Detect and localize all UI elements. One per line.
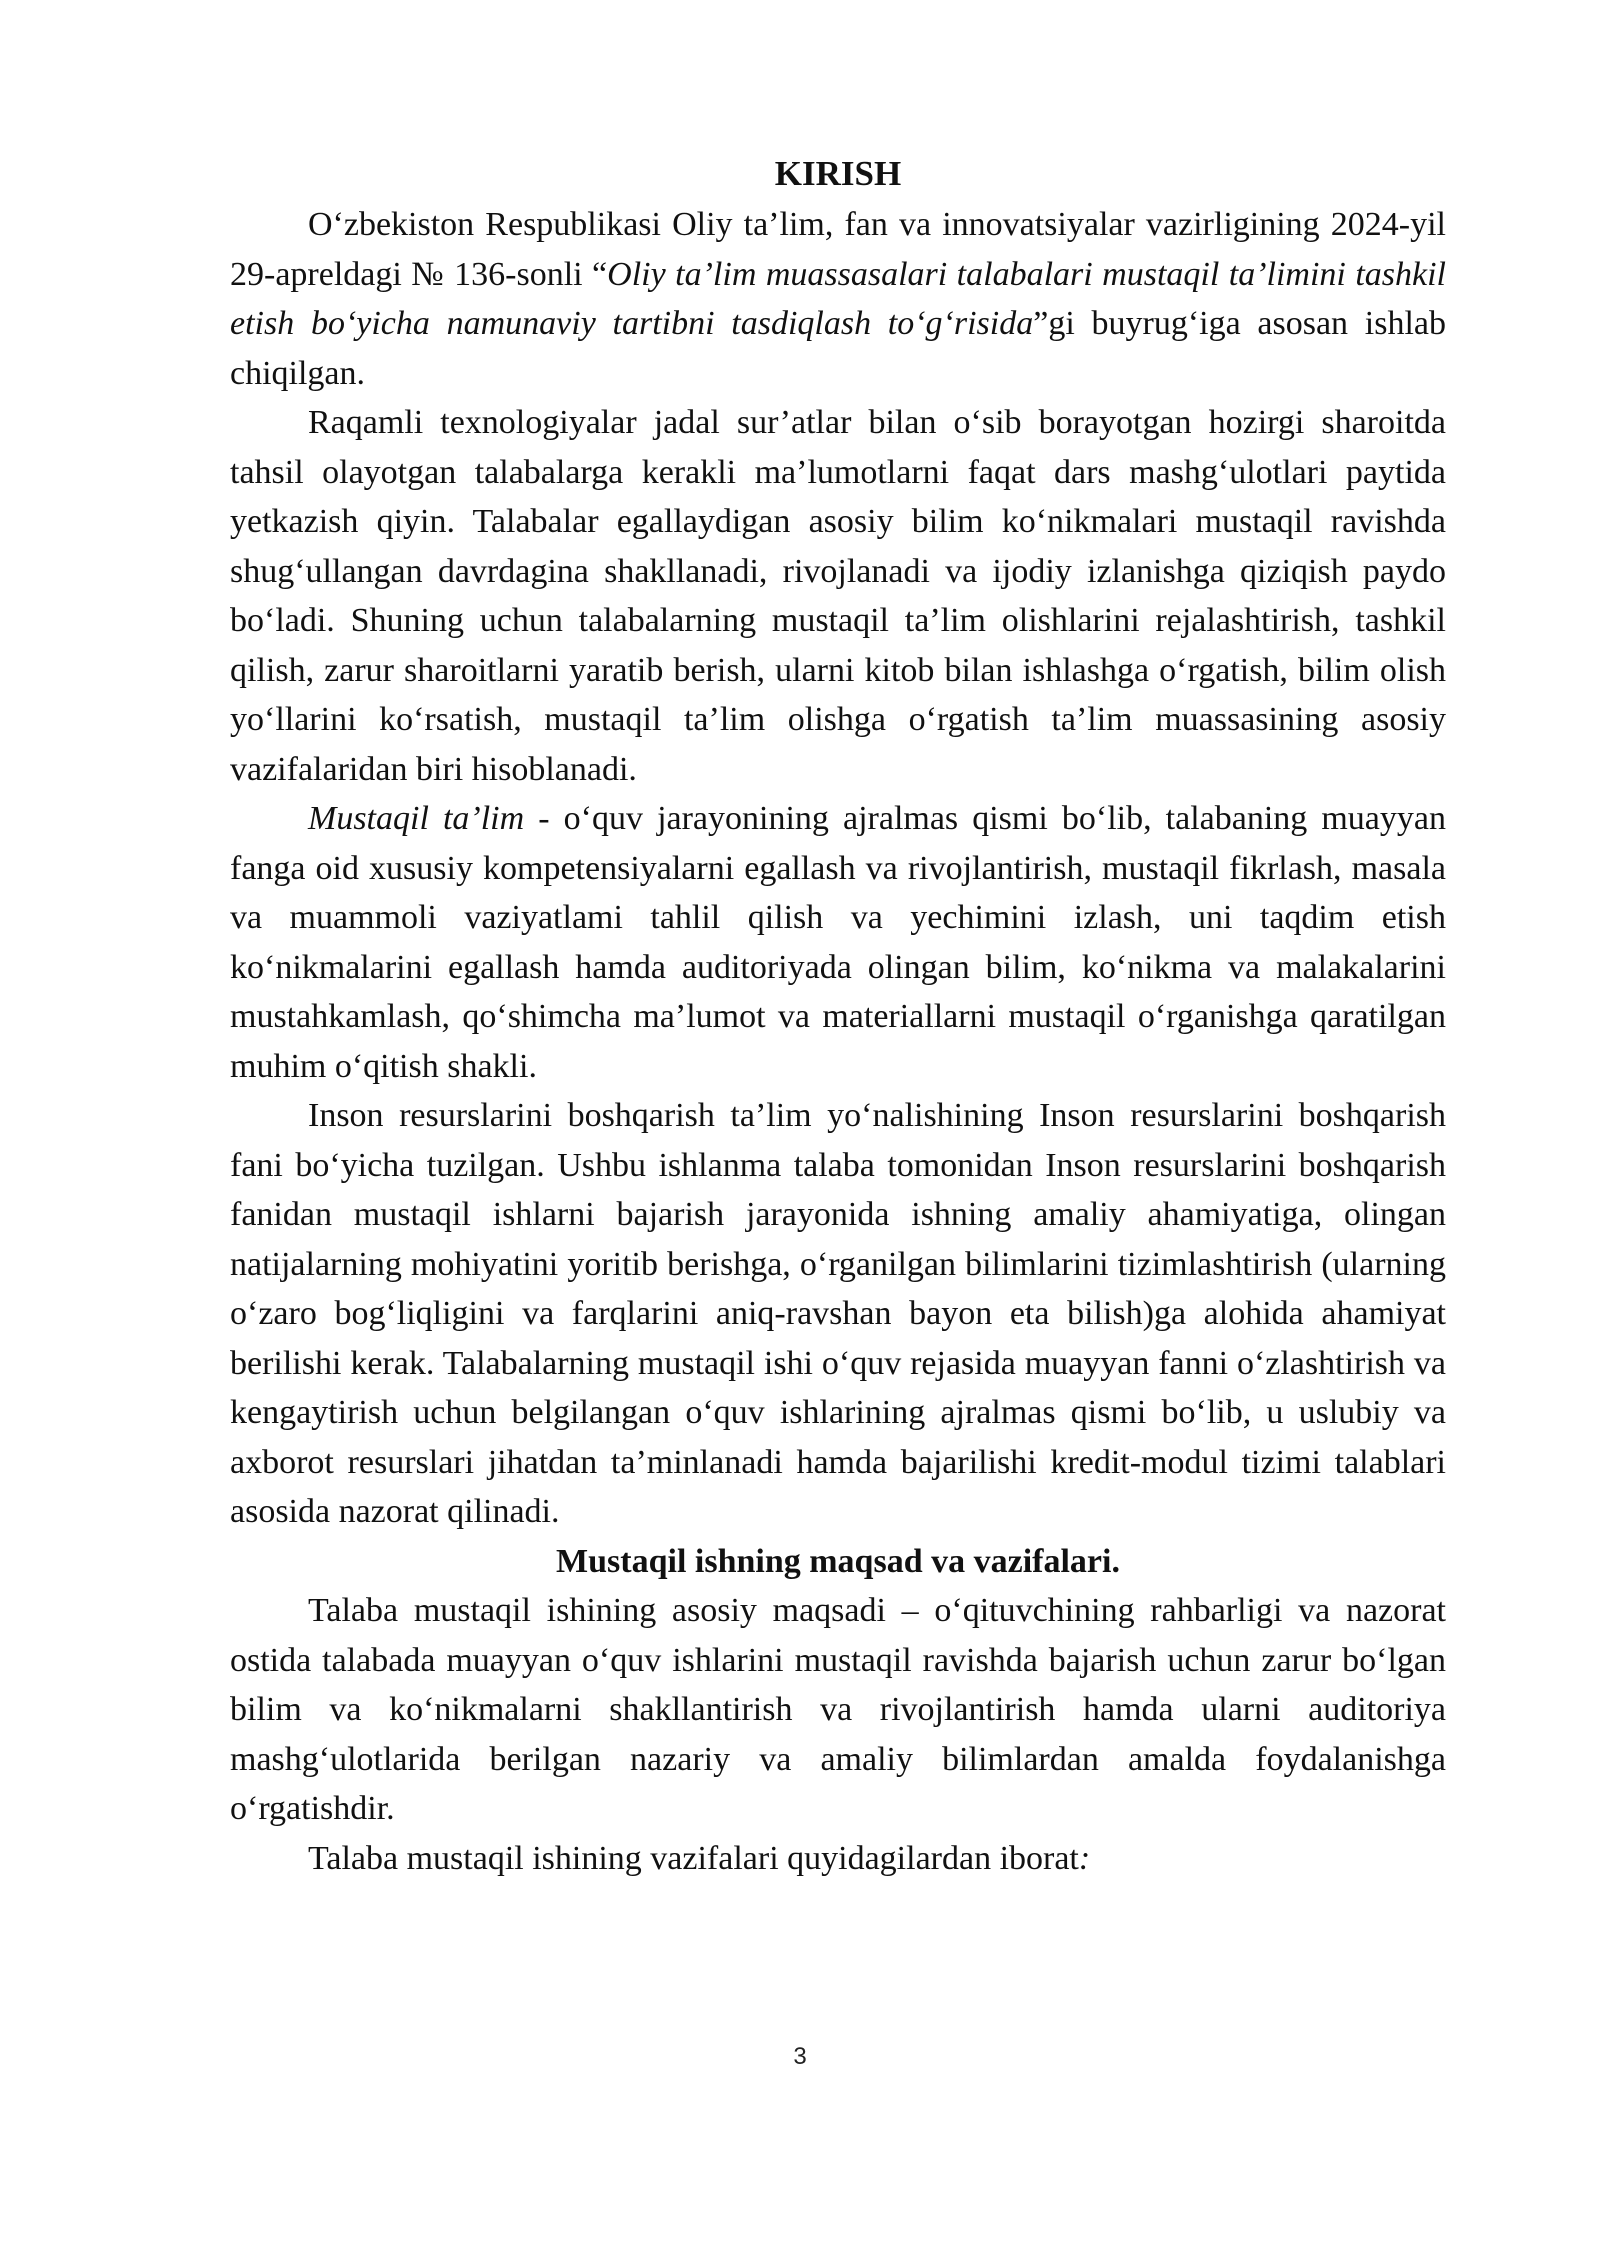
italic-text: Oliy ta’lim muassasalari talabalari mustaqil ta’limini tashkil etish bo‘yicha namunaviy tartibni tasdiqlash to‘g‘risida	[230, 255, 1446, 342]
body-paragraph	[230, 1586, 1446, 1834]
section-subheading: Mustaqil ishning maqsad va vazifalari.	[556, 1542, 1120, 1580]
paragraph-text: ”gi buyrug‘iga asosan ishlab chiqilgan.	[230, 305, 1446, 392]
paragraph-text: Inson resurslarini boshqarish ta’lim yo‘nalishining Inson resurslarini boshqarish fani bo‘yicha tuzilgan. Ushbu ishlanma talaba tomonidan Inson resurslarini boshqarish fanidan mustaqil ishlarni bajarish jarayonida ishning amaliy ahamiyatiga, olingan natijalarning mohiyatini yoritib berishga, o‘rganilgan bilimlarini tizimlashtirish (ularning o‘zaro bog‘liqligini va farqlarini aniq-ravshan bayon eta bilish)ga alohida ahamiyat berilishi kerak. Talabalarning mustaqil ishi o‘quv rejasida muayyan fanni o‘zlashtirish va kengaytirish uchun belgilangan o‘quv ishlarining ajralmas qismi bo‘lib, u uslubiy va axborot resurslari jihatdan ta’minlanadi hamda bajarilishi kredit-modul tizimi talablari asosida nazorat qilinadi.	[230, 1097, 1446, 1530]
paragraph-text: - o‘quv jarayonining ajralmas qismi bo‘lib, talabaning muayyan fanga oid xususiy kompetensiyalarni egallash va rivojlantirish, mustaqil fikrlash, masala va muammoli vaziyatlami tahlil qilish va yechimini izlash, uni taqdim etish ko‘nikmalarini egallash hamda auditoriyada olingan bilim, ko‘nikma va malakalarini mustahkamlash, qo‘shimcha ma’lumot va materiallarni mustaqil o‘rganishga qaratilgan muhim o‘qitish shakli.	[230, 800, 1446, 1085]
body-paragraph	[230, 1091, 1446, 1537]
paragraph-text: Raqamli texnologiyalar jadal sur’atlar bilan o‘sib borayotgan hozirgi sharoitda tahsil olayotgan talabalarga kerakli ma’lumotlarni faqat dars mashg‘ulotlari paytida yetkazish qiyin. Talabalar egallaydigan asosiy bilim ko‘nikmalari mustaqil ravishda shug‘ullangan davrdagina shakllanadi, rivojlanadi va ijodiy izlanishga qiziqish paydo bo‘ladi. Shuning uchun talabalarning mustaqil ta’lim olishlarini rejalashtirish, tashkil qilish, zarur sharoitlarni yaratib berish, ularni kitob bilan ishlashga o‘rgatish, bilim olish yo‘llarini ko‘rsatish, mustaqil ta’lim olishga o‘rgatish ta’lim muassasining asosiy vazifalaridan biri hisoblanadi.	[230, 404, 1446, 788]
page-content	[230, 150, 1446, 1883]
body-paragraph	[230, 398, 1446, 794]
paragraph-text: O‘zbekiston Respublikasi Oliy ta’lim, fan va innovatsiyalar vazirligining 2024-yil 29-apreldagi № 136-sonli “	[230, 206, 1446, 293]
goals-section	[230, 1586, 1446, 1883]
intro-section	[230, 200, 1446, 1537]
paragraph-text: Talaba mustaqil ishining vazifalari quyidagilardan iborat	[308, 1839, 1079, 1877]
body-paragraph	[230, 200, 1446, 398]
italic-text: :	[1078, 1839, 1091, 1877]
paragraph-text: Talaba mustaqil ishining asosiy maqsadi – o‘qituvchining rahbarligi va nazorat ostida talabada muayyan o‘quv ishlarini mustaqil ravishda bajarish uchun zarur bo‘lgan bilim va ko‘nikmalarni shakllantirish va rivojlantirish hamda ularni auditoriya mashg‘ulotlarida berilgan nazariy va amaliy bilimlardan amalda foydalanishga o‘rgatishdir.	[230, 1592, 1446, 1827]
body-paragraph	[230, 794, 1446, 1091]
page-title: KIRISH	[774, 154, 902, 193]
body-paragraph	[230, 1834, 1446, 1884]
page-number: 3	[793, 2043, 807, 2070]
italic-text: Mustaqil ta’lim	[308, 800, 525, 837]
